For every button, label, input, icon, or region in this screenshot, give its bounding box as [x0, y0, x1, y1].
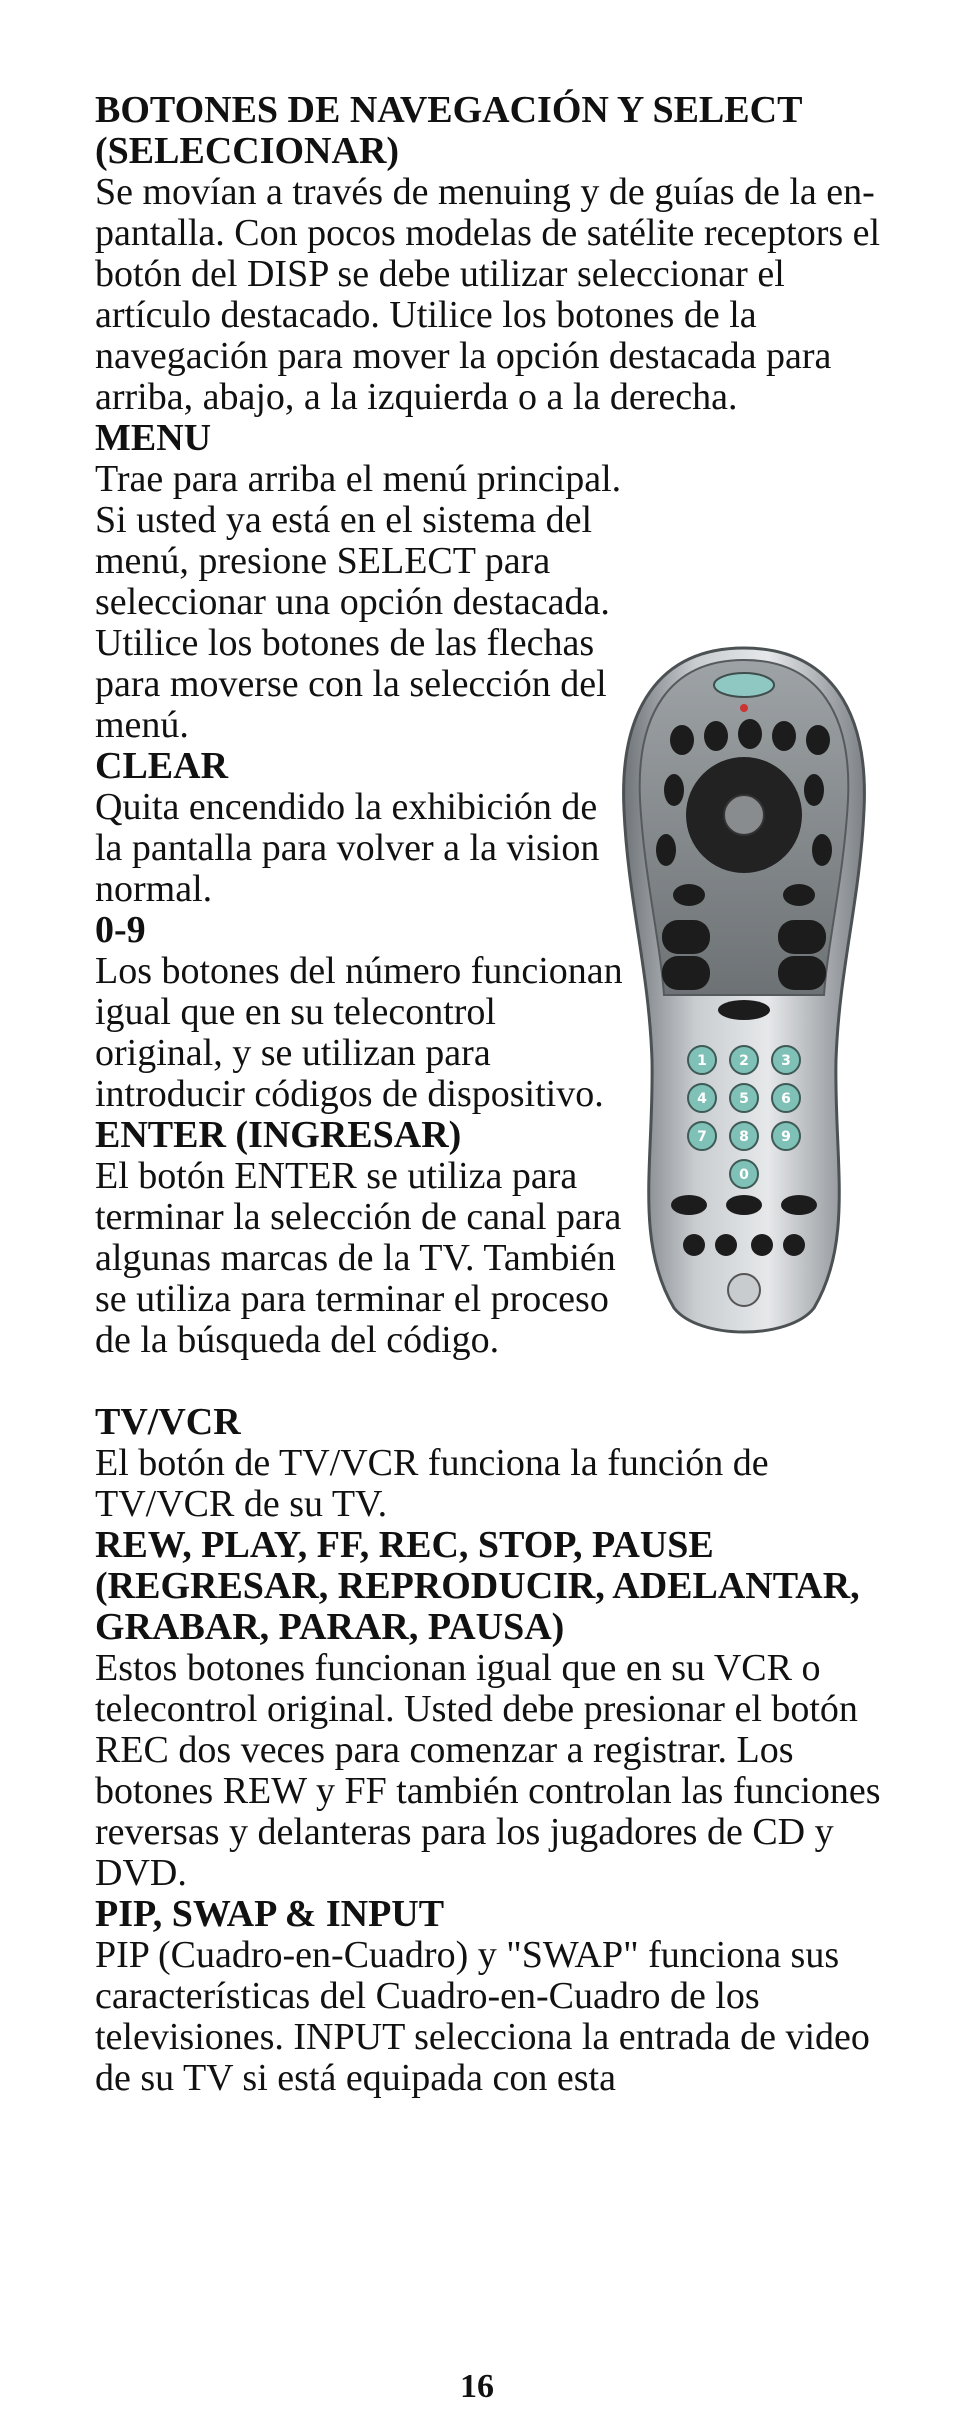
body-navegacion: Se movían a través de menuing y de guías de la en-pantalla. Con pocos modelas de satélite receptors el botón del DISP se debe utilizar seleccionar el artículo destacado. Utilice los botones de la navegación para mover la opción destacada para arriba, abajo, a la izquierda o a la derecha.: [95, 171, 881, 418]
heading-pip: PIP, SWAP & INPUT: [95, 1893, 445, 1935]
key-0: 0: [739, 1167, 749, 1183]
body-menu: Trae para arriba el menú principal. Si usted ya está en el sistema del menú, presione SELECT para seleccionar una opción destacada. Utilice los botones de las flechas para moverse con la selección del menú.: [95, 458, 622, 746]
remote-control-image: [614, 640, 874, 1340]
body-transport: Estos botones funcionan igual que en su VCR o telecontrol original. Usted debe presionar el botón REC dos veces para comenzar a registrar. Los botones REW y FF también controlan las funciones reversas y delanteras para los jugadores de CD y DVD.: [95, 1647, 881, 1894]
spacer: [95, 1361, 885, 1402]
key-3: 3: [781, 1053, 791, 1069]
heading-tv-vcr: TV/VCR: [95, 1401, 241, 1443]
body-0-9: Los botones del número funcionan igual que en su telecontrol original, y se utilizan para introducir códigos de dispositivo.: [95, 950, 623, 1115]
narrow-column: [95, 418, 625, 1361]
key-9: 9: [781, 1129, 791, 1145]
key-5: 5: [739, 1091, 749, 1107]
body-enter: El botón ENTER se utiliza para terminar la selección de canal para algunas marcas de la TV. También se utiliza para terminar el proceso de la búsqueda del código.: [95, 1155, 622, 1361]
key-8: 8: [739, 1129, 749, 1145]
menu-button: [664, 774, 684, 806]
body-clear: Quita encendido la exhibición de la pantalla para volver a la vision normal.: [95, 786, 600, 910]
heading-clear: CLEAR: [95, 745, 229, 787]
brand-logo-icon: [728, 1274, 760, 1306]
body-pip: PIP (Cuadro-en-Cuadro) y "SWAP" funciona sus características del Cuadro-en-Cuadro de los televisiones. INPUT selecciona la entrada de video de su TV si está equipada con esta: [95, 1934, 870, 2099]
led-indicator: [740, 704, 748, 712]
guide-button: [804, 774, 824, 806]
select-button: [724, 795, 764, 835]
key-2: 2: [739, 1053, 749, 1069]
key-7: 7: [697, 1129, 707, 1145]
heading-transport: REW, PLAY, FF, REC, STOP, PAUSE (REGRESAR, REPRODUCIR, ADELANTAR, GRABAR, PARAR, PAUSA): [95, 1524, 860, 1648]
key-6: 6: [781, 1091, 791, 1107]
key-4: 4: [697, 1091, 707, 1107]
key-1: 1: [697, 1053, 707, 1069]
heading-0-9: 0-9: [95, 909, 146, 951]
body-tv-vcr: El botón de TV/VCR funciona la función de TV/VCR de su TV.: [95, 1442, 769, 1525]
heading-enter: ENTER (INGRESAR): [95, 1114, 462, 1156]
heading-menu: MENU: [95, 417, 212, 459]
heading-navegacion: BOTONES DE NAVEGACIÓN Y SELECT (SELECCIONAR): [95, 89, 802, 172]
ok-oval: [718, 1000, 770, 1020]
power-button: [714, 673, 774, 697]
page-number: 16: [460, 2368, 494, 2405]
